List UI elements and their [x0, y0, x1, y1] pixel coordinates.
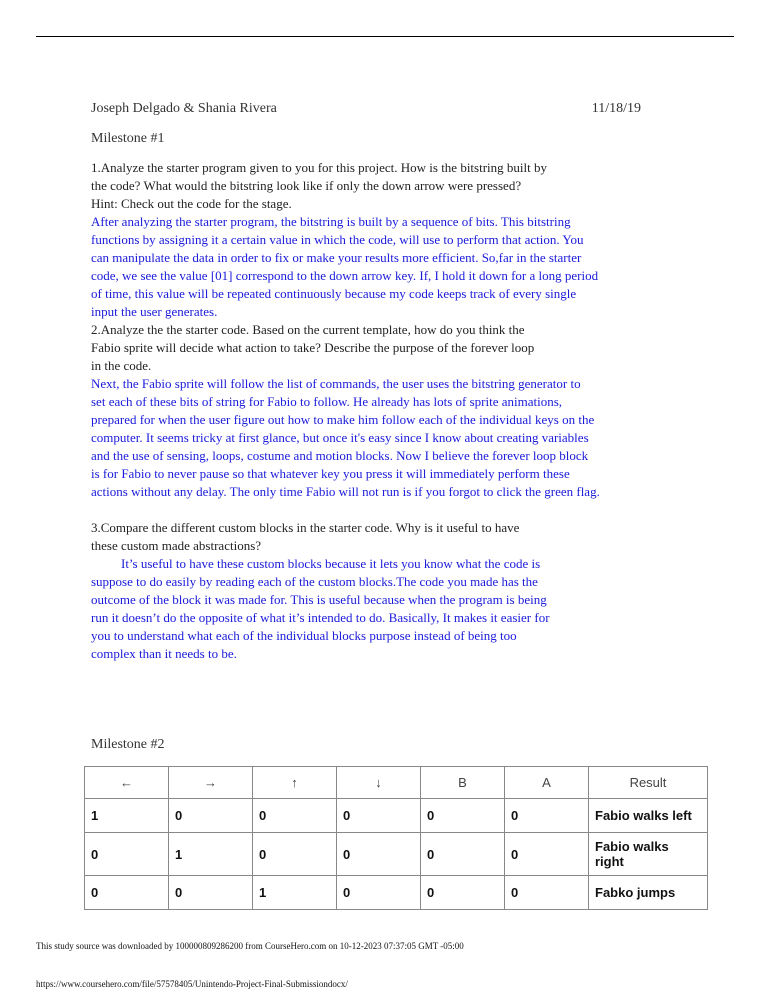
- table-cell: 0: [505, 876, 589, 910]
- question-2: 2.Analyze the the starter code. Based on the current template, how do you think the Fabio sprite will decide what action to take? Describe the purpose of the forever loop in the code.: [91, 322, 535, 373]
- col-header-result: Result: [589, 767, 708, 799]
- table-cell: 0: [421, 876, 505, 910]
- question-3: 3.Compare the different custom blocks in the starter code. Why is it useful to have these custom made abstractions?: [91, 520, 520, 553]
- authors: Joseph Delgado & Shania Rivera: [91, 101, 277, 116]
- table-cell: 1: [169, 833, 253, 876]
- table-cell: 1: [253, 876, 337, 910]
- table-row: [85, 876, 708, 910]
- input-result-table: [84, 766, 708, 910]
- col-header-down-arrow: ↓: [337, 767, 421, 799]
- answer-1: After analyzing the starter program, the bitstring is built by a sequence of bits. This bitstring functions by assigning it a certain value in which the code, will use to perform that action. You can manipulate the data in order to fix or make your results more efficient. So,far in the starter code, we see the value [01] correspond to the down arrow key. If, I hold it down for a long period of time, this value will be repeated continuously because my code keeps track of every single input the user generates.: [91, 214, 599, 319]
- milestone-2-title: Milestone #2: [91, 737, 165, 752]
- result-cell: Fabio walks right: [589, 833, 708, 876]
- col-header-up-arrow: ↑: [253, 767, 337, 799]
- answer-3: It’s useful to have these custom blocks because it lets you know what the code is suppose to do easily by reading each of the custom blocks.The code you made has the outcome of the block it was made for. This is useful because when the program is being run it doesn’t do the opposite of what it’s intended to do. Basically, It makes it easier for you to understand what each of the individual blocks purpose instead of being too complex than it needs to be.: [91, 556, 550, 661]
- result-cell: Fabko jumps: [589, 876, 708, 910]
- source-url[interactable]: https://www.coursehero.com/file/57578405/Unintendo-Project-Final-Submissiondocx/: [36, 979, 348, 989]
- top-rule: [36, 36, 734, 37]
- table-row: [85, 799, 708, 833]
- table-cell: 1: [85, 799, 169, 833]
- table-cell: 0: [253, 799, 337, 833]
- table-cell: 0: [337, 799, 421, 833]
- answer-2: Next, the Fabio sprite will follow the list of commands, the user uses the bitstring generator to set each of these bits of string for Fabio to follow. He already has lots of sprite animations, prepared for when the user figure out how to make him follow each of the individual keys on the computer. It seems tricky at first glance, but once it's easy since I know about creating variables and the use of sensing, loops, costume and motion blocks. Now I believe the forever loop block is for Fabio to never pause so that whatever key you press it will immediately perform these actions without any delay. The only time Fabio will not run is if you forgot to click the green flag.: [91, 376, 600, 499]
- table-cell: 0: [253, 833, 337, 876]
- download-notice: This study source was downloaded by 100000809286200 from CourseHero.com on 10-12-2023 07:37:05 GMT -05:00: [36, 941, 464, 951]
- col-header-right-arrow: →: [169, 767, 253, 799]
- document-header: [91, 100, 651, 122]
- table-cell: 0: [85, 876, 169, 910]
- document-body: [91, 100, 651, 663]
- table-cell: 0: [505, 833, 589, 876]
- table-cell: 0: [505, 799, 589, 833]
- milestone-1-title: Milestone #1: [91, 131, 165, 146]
- question-1: 1.Analyze the starter program given to you for this project. How is the bitstring built by the code? What would the bitstring look like if only the down arrow were pressed? Hint: Check out the code for the stage.: [91, 160, 547, 211]
- table-cell: 0: [337, 833, 421, 876]
- table-cell: 0: [85, 833, 169, 876]
- table-cell: 0: [169, 876, 253, 910]
- table-cell: 0: [421, 833, 505, 876]
- table-cell: 0: [421, 799, 505, 833]
- table-row: [85, 833, 708, 876]
- col-header-left-arrow: ←: [85, 767, 169, 799]
- table-header-row: [85, 767, 708, 799]
- table-cell: 0: [169, 799, 253, 833]
- date: 11/18/19: [591, 101, 641, 116]
- result-cell: Fabio walks left: [589, 799, 708, 833]
- table-cell: 0: [337, 876, 421, 910]
- col-header-b: B: [421, 767, 505, 799]
- col-header-a: A: [505, 767, 589, 799]
